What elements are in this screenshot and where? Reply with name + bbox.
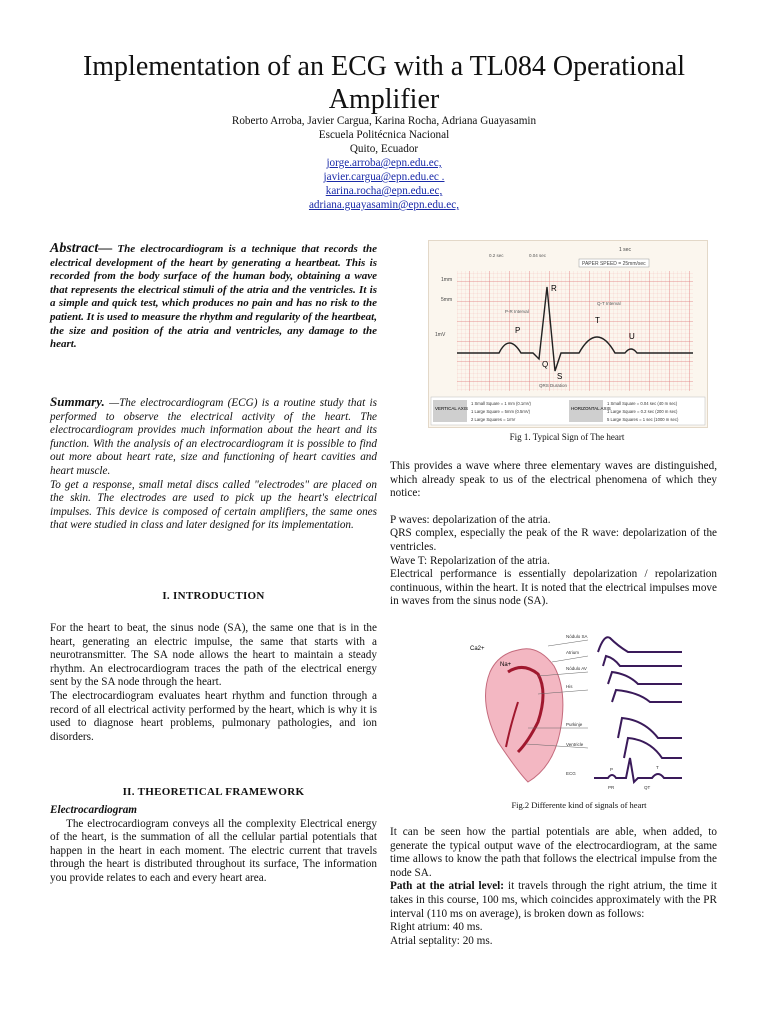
ventricle-label: Ventricle [566,742,584,747]
qt-interval-label: Q-T Interval [597,301,621,306]
one-mv-label: 1mV [435,332,446,338]
heart-conduction-diagram [468,632,690,792]
av-node-label: Nódulo AV [566,666,587,671]
abstract-lead: Abstract— [50,241,113,256]
vertical-axis-row-3: 2 Large Squares = 1mV [471,417,516,422]
ecg-grid [457,271,693,391]
wave-label-p: P [515,326,521,335]
action-potential-traces [594,637,682,782]
vertical-axis-label: VERTICAL AXIS [435,406,469,411]
horizontal-axis-row-1: 1 Small Square = 0.04 sec (40 m sec) [607,401,678,406]
atrial-path-text: it travels through the right atrium, the time it takes in this course, 100 ms, which coincides approximately with the PR interval (110 ms on average), is broken down as follows: [390,880,718,920]
p-wave-line: P waves: depolarization of the atria. [390,513,551,526]
theory-body [50,804,377,886]
purkinje-label: Purkinje [566,722,583,727]
wave-label-q: Q [542,360,549,369]
vertical-axis-row-1: 1 Small Square = 1 mm (0.1mV) [471,401,531,406]
one-mm-label: 1mm [441,277,453,283]
sa-node-label: Nódulo SA [566,634,588,639]
atrial-septality-line: Atrial septality: 20 ms. [390,934,493,947]
section-heading-introduction: I. INTRODUCTION [162,590,265,602]
paper-title: Implementation of an ECG with a TL084 Operational Amplifier [82,51,686,115]
paper-speed-label: PAPER SPEED = 25mm/sec [582,261,646,267]
atrial-path-lead: Path at the atrial level: [390,880,504,893]
partial-potentials-paragraph: It can be seen how the partial potentials are able, when added, to generate the typical output wave of the electrocardiogram, at the same time allows to know the path that follows the electrical impulse from the node SA. [390,826,717,879]
summary-text-2: To get a response, small metal discs called "electrodes" are placed on the skin. The electrodes are used to pick up the heart's electrical impulses. This device is composed of certain amplifiers, the same ones that were studied in class and later designed for its implementation. [50,478,377,532]
ca-ion-label: Ca2+ [470,646,485,652]
intro-paragraph-2: The electrocardiogram evaluates heart rhythm and function through a record of all electrical activity performed by the heart, which is why it is used to diagnose heart problems, pulmonary pathologies, and ion disorders. [50,689,377,743]
email-link[interactable]: jorge.arroba@epn.edu.ec, [326,157,442,169]
horizontal-axis-row-2: 1 Large Square = 0.2 sec (200 m sec) [607,409,678,414]
email-link[interactable]: karina.rocha@epn.edu.ec, [325,185,443,197]
summary-text-1: —The electrocardiogram (ECG) is a routine study that is performed to observe the electrical activity of the heart. The electrocardiogram provides much information about the heart and its function. With the analysis of an electrocardiogram it is possible to find out more about heart rate, size and functioning of heart cavities and heart muscle. [50,397,377,477]
horizontal-axis-label: HORIZONTAL AXIS [571,406,611,411]
introduction-body [50,622,377,744]
section-heading-theory: II. THEORETICAL FRAMEWORK [122,786,305,798]
qrs-duration-label: QRS Duration [539,383,568,388]
author-block [60,114,708,212]
ecg-grid-diagram [429,241,707,427]
location: Quito, Ecuador [349,143,419,155]
sec-label-2: 0.04 sec [529,253,547,258]
theory-paragraph-1: The electrocardiogram conveys all the complexity Electrical energy of the heart, is the summation of all the cellular partial potentials that happen in the heart in each moment. The electric current that travels through the heart is distributed throughout its surface, The information you provide relates to each and every heart area. [50,817,377,884]
summary-lead: Summary. [50,394,105,409]
figure-1-caption: Fig 1. Typical Sign of The heart [509,432,625,442]
five-mm-label: 5mm [441,297,453,303]
wave-label-s: S [557,372,563,381]
one-sec-label: 1 sec [619,247,631,253]
figure-2-caption: Fig.2 Differente kind of signals of heart [511,800,647,810]
p-label: P [610,767,614,772]
qrs-line: QRS complex, especially the peak of the R wave: depolarization of the ventricles. [390,527,717,553]
pr-interval-label: P-R Interval [505,309,529,314]
sec-label-1: 0.2 sec [489,253,504,258]
figure-ecg-typical-signal [428,240,708,428]
qt-label: QT [644,785,651,790]
vertical-axis-row-2: 1 Large Square = 5mm (0.5mV) [471,409,531,414]
t-wave-line: Wave T: Repolarization of the atria. [390,554,550,567]
na-ion-label: Na+ [500,662,512,668]
ecg-label: ECG [566,771,576,776]
subsection-title: Electrocardiogram [50,804,138,816]
abstract [50,242,377,352]
right-column-body-2 [390,826,717,948]
author-names: Roberto Arroba, Javier Cargua, Karina Rocha, Adriana Guayasamin [231,115,537,127]
pr-label: PR [608,785,615,790]
email-link[interactable]: adriana.guayasamin@epn.edu.ec, [308,199,460,211]
wave-label-r: R [551,284,557,293]
atrium-label: Atrium [566,650,580,655]
wave-label-u: U [629,332,635,341]
wave-label-t: T [595,316,600,325]
t-label: T [656,765,659,770]
summary [50,395,377,533]
right-column-body-1 [390,460,717,609]
electrical-performance-paragraph: Electrical performance is essentially depolarization / repolarization continuous, within the heart. It is noted that the electrical impulses move in waves from the sinus node (SA). [390,568,717,608]
his-label: His [566,684,573,689]
email-link[interactable]: javier.cargua@epn.edu.ec . [323,171,445,183]
intro-paragraph-1: For the heart to beat, the sinus node (SA), the same one that is in the heart, generating an electric impulse, the same that starts with a neurotransmitter. The SA node allows the heart to maintain a steady rhythm. An electrocardiogram traces the path of the electrical energy sent by the SA node through the heart. [50,622,377,689]
horizontal-axis-row-3: 5 Large Squares = 1 sec (1000 m sec) [607,417,679,422]
abstract-text: The electrocardiogram is a technique that records the electrical development of the heart by generating a heartbeat. This is recorded from the body surface of the human body, obtaining a wave that represents the electrical stimuli of the atria and the ventricles. It is a simple and quick test, which produces no pain and has no risk to the patient. It is used to measure the rhythm and regularity of the heartbeat, the size and position of the atria and ventricles, any damage to the heart. [50,243,377,351]
affiliation: Escuela Politécnica Nacional [318,129,450,141]
figure-heart-signals [468,632,690,792]
waves-intro-paragraph: This provides a wave where three elementary waves are distinguished, which already speak to us of the electrical phenomena of which they notice: [390,460,717,500]
right-atrium-line: Right atrium: 40 ms. [390,921,483,934]
